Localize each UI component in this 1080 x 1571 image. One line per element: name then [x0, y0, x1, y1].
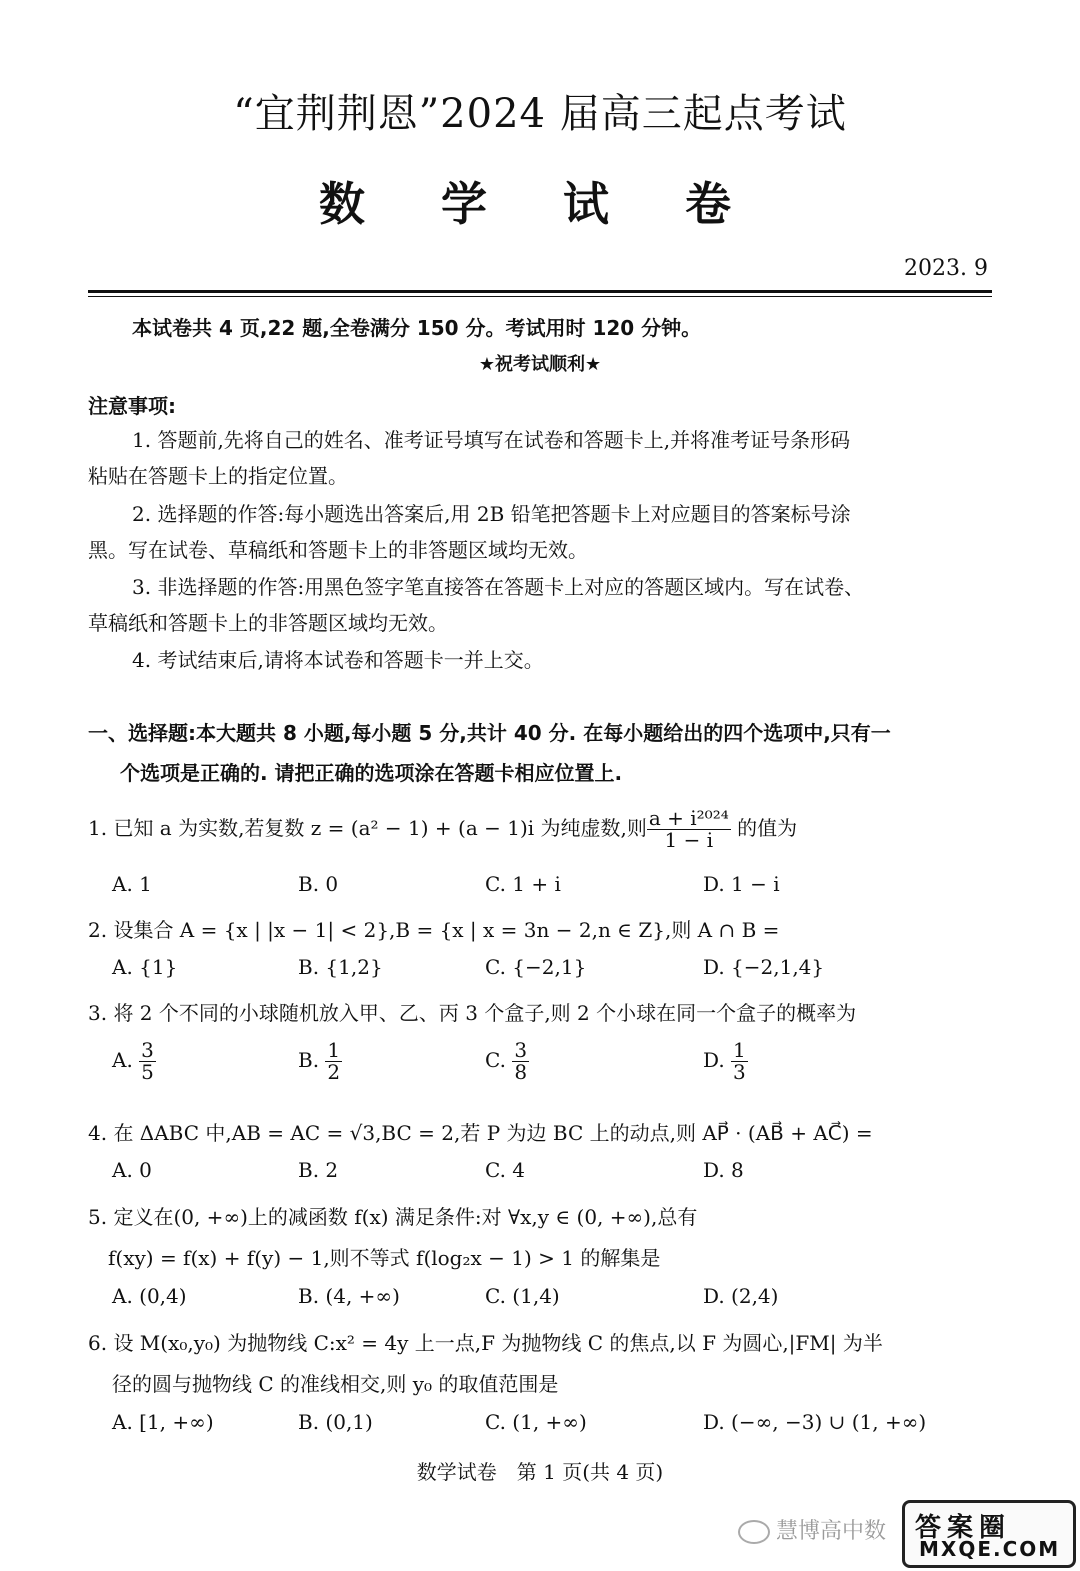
- option-c: C. 1 + i: [485, 872, 561, 896]
- option-b: B. {1,2}: [298, 955, 383, 979]
- notice-item: 2. 选择题的作答:每小题选出答案后,用 2B 铅笔把答题卡上对应题目的答案标号涂: [132, 502, 851, 526]
- option-label: B.: [298, 1048, 320, 1072]
- option-c: C. (1, +∞): [485, 1410, 587, 1434]
- page-footer: 数学试卷 第 1 页(共 4 页): [416, 1460, 664, 1484]
- fraction: [325, 1040, 342, 1083]
- question-3: 3. 将 2 个不同的小球随机放入甲、乙、丙 3 个盒子,则 2 个小球在同一个盒子的概率为: [88, 1001, 857, 1025]
- notice-item: 黑。写在试卷、草稿纸和答题卡上的非答题区域均无效。: [88, 538, 588, 562]
- notice-heading: 注意事项:: [88, 394, 176, 418]
- watermark: [738, 1514, 886, 1545]
- option-c: C. 4: [485, 1158, 526, 1182]
- wechat-icon: [738, 1520, 770, 1544]
- notice-item: 粘贴在答题卡上的指定位置。: [88, 464, 348, 488]
- option-b: B. (4, +∞): [298, 1284, 400, 1308]
- fraction-numerator: a + i²⁰²⁴: [648, 806, 729, 830]
- option-a: A. (0,4): [112, 1284, 187, 1308]
- fraction-numerator: 3: [514, 1038, 528, 1062]
- option-c: [485, 1040, 529, 1083]
- question-1: [88, 808, 797, 851]
- fraction-numerator: 1: [327, 1038, 341, 1062]
- option-b: B. (0,1): [298, 1410, 373, 1434]
- question-4: 4. 在 ΔABC 中,AB = AC = √3,BC = 2,若 P 为边 BC 上的动点,则 AP⃗ · (AB⃗ + AC⃗) =: [88, 1121, 873, 1145]
- fraction-denominator: 2: [327, 1060, 341, 1084]
- option-c: C. (1,4): [485, 1284, 560, 1308]
- fraction: [512, 1040, 529, 1083]
- option-d: [703, 1040, 748, 1083]
- header-rule-thick: [88, 290, 992, 293]
- question-stem: 1. 已知 a 为实数,若复数 z = (a² − 1) + (a − 1)i 为纯虚数,则: [88, 816, 647, 840]
- question-6-cont: 径的圆与抛物线 C 的准线相交,则 y₀ 的取值范围是: [112, 1372, 559, 1396]
- exam-date: 2023. 9: [904, 256, 988, 281]
- question-2: 2. 设集合 A = {x | |x − 1| < 2},B = {x | x = 3n − 2,n ∈ Z},则 A ∩ B =: [88, 918, 780, 942]
- option-d: D. {−2,1,4}: [703, 955, 825, 979]
- option-label: D.: [703, 1048, 725, 1072]
- fraction: [139, 1040, 156, 1083]
- question-5-cont: f(xy) = f(x) + f(y) − 1,则不等式 f(log₂x − 1) > 1 的解集是: [108, 1246, 661, 1270]
- logo-text-top: 答案圈: [915, 1513, 1012, 1543]
- fraction-denominator: 1 − i: [664, 828, 714, 852]
- fraction: [731, 1040, 748, 1083]
- question-stem-tail: 的值为: [730, 816, 798, 840]
- option-label: C.: [485, 1048, 506, 1072]
- option-c: C. {−2,1}: [485, 955, 587, 979]
- option-b: [298, 1040, 342, 1083]
- option-label: A.: [112, 1048, 133, 1072]
- option-b: B. 0: [298, 872, 339, 896]
- watermark-text: 慧博高中数: [776, 1519, 887, 1544]
- notice-item: 草稿纸和答题卡上的非答题区域均无效。: [88, 611, 448, 635]
- fraction: [647, 808, 731, 851]
- option-d: D. 8: [703, 1158, 744, 1182]
- option-a: A. 0: [112, 1158, 152, 1182]
- fraction-denominator: 3: [733, 1060, 746, 1084]
- fraction-denominator: 5: [141, 1060, 154, 1084]
- option-a: A. 1: [112, 872, 152, 896]
- site-logo: [902, 1500, 1076, 1568]
- option-d: D. (2,4): [703, 1284, 779, 1308]
- exam-subject-title: 数 学 试 卷: [318, 177, 762, 231]
- exam-intro: 本试卷共 4 页,22 题,全卷满分 150 分。考试用时 120 分钟。: [132, 316, 702, 340]
- notice-item: 1. 答题前,先将自己的姓名、准考证号填写在试卷和答题卡上,并将准考证号条形码: [132, 428, 851, 452]
- section-heading-cont: 个选项是正确的. 请把正确的选项涂在答题卡相应位置上.: [120, 761, 623, 785]
- header-rule-thin: [88, 296, 992, 297]
- fraction-numerator: 3: [141, 1038, 154, 1062]
- exam-title: “宜荆荆恩”2024 届高三起点考试: [233, 91, 847, 137]
- option-a: A. {1}: [112, 955, 178, 979]
- section-heading: 一、选择题:本大题共 8 小题,每小题 5 分,共计 40 分. 在每小题给出的四个选项中,只有一: [88, 721, 891, 745]
- fraction-denominator: 8: [514, 1060, 528, 1084]
- option-d: D. 1 − i: [703, 872, 780, 896]
- fraction-numerator: 1: [733, 1038, 746, 1062]
- notice-item: 3. 非选择题的作答:用黑色签字笔直接答在答题卡上对应的答题区域内。写在试卷、: [132, 575, 865, 599]
- option-a: A. [1, +∞): [112, 1410, 214, 1434]
- option-d: D. (−∞, −3) ∪ (1, +∞): [703, 1410, 927, 1434]
- question-5: 5. 定义在(0, +∞)上的减函数 f(x) 满足条件:对 ∀x,y ∈ (0, +∞),总有: [88, 1205, 698, 1229]
- good-luck-line: ★祝考试顺利★: [478, 354, 602, 375]
- logo-text-bottom: MXQE.COM: [919, 1537, 1061, 1561]
- question-6: 6. 设 M(x₀,y₀) 为抛物线 C:x² = 4y 上一点,F 为抛物线 C 的焦点,以 F 为圆心,|FM| 为半: [88, 1331, 883, 1355]
- option-a: [112, 1040, 156, 1083]
- option-b: B. 2: [298, 1158, 339, 1182]
- notice-item: 4. 考试结束后,请将本试卷和答题卡一并上交。: [132, 648, 544, 672]
